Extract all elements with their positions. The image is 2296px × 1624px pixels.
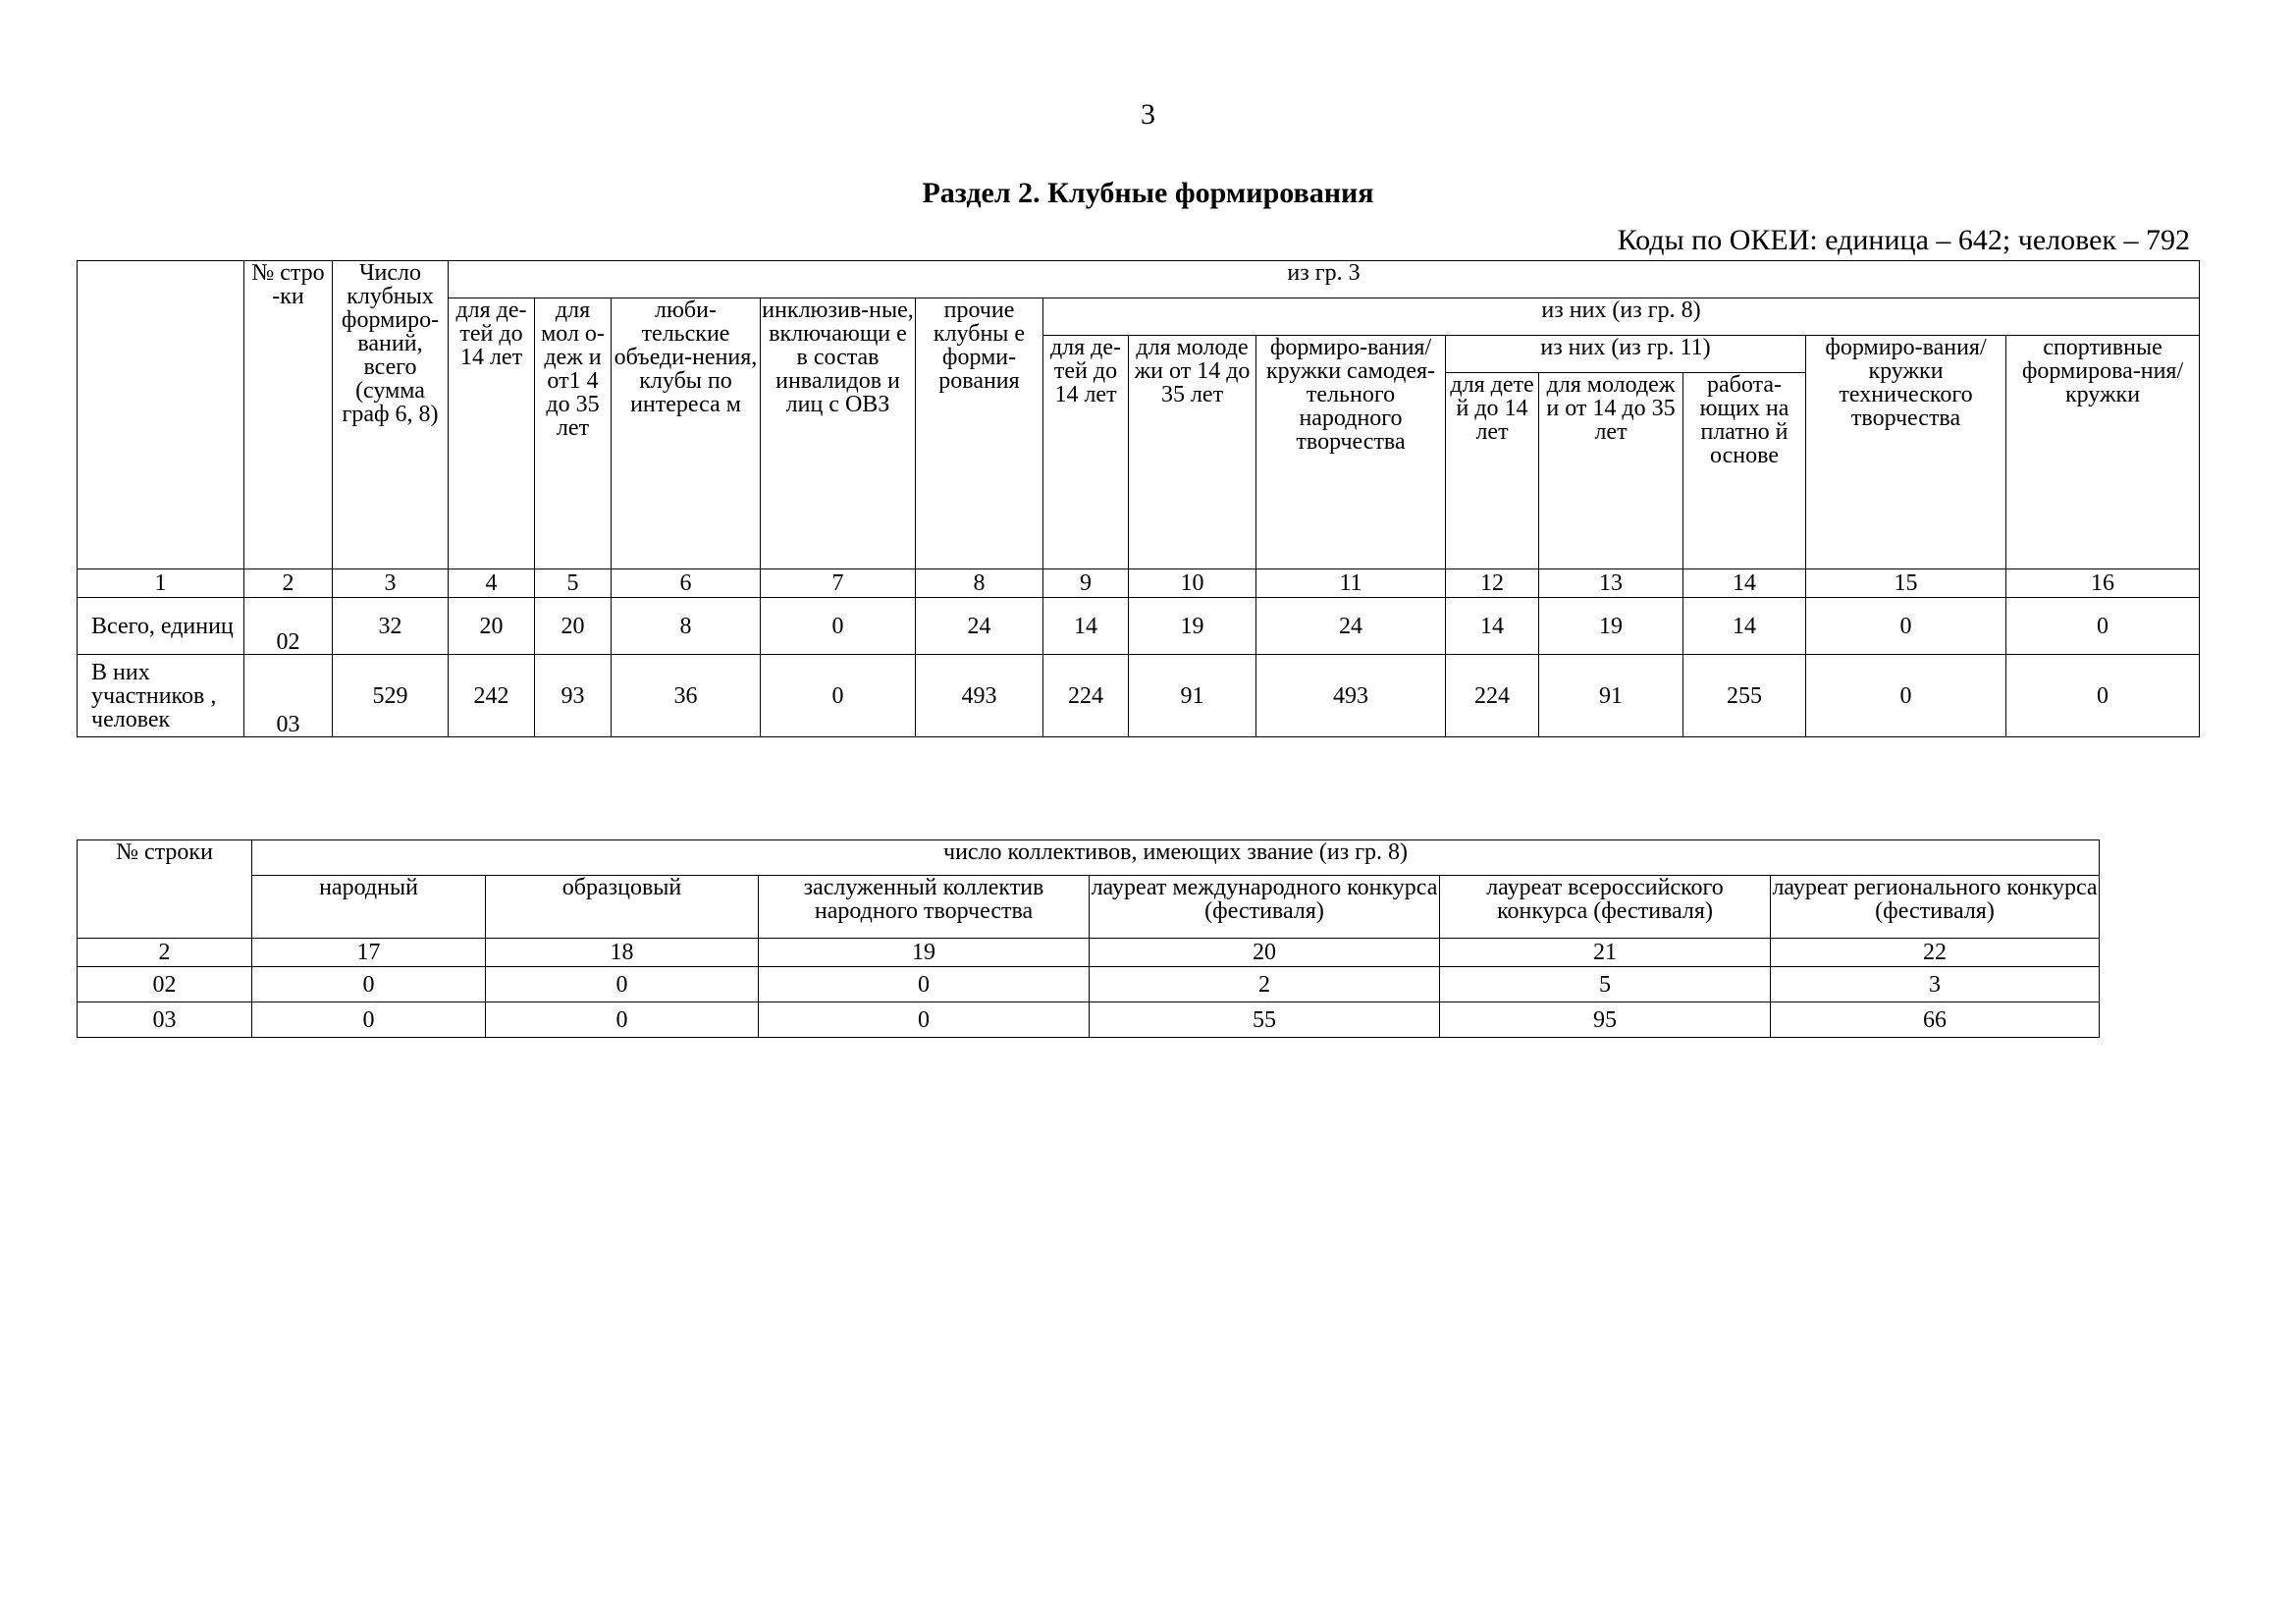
table-row: [78, 967, 2100, 1002]
header-c13: для молодеж и от 14 до 35 лет: [1539, 373, 1683, 569]
cell-value: 8: [612, 598, 761, 655]
cell-value: 242: [449, 655, 535, 737]
cell-value: 66: [1771, 1002, 2100, 1038]
cell-value: 19: [1129, 598, 1256, 655]
header-c17: народный: [252, 876, 486, 939]
col-number: 22: [1771, 939, 2100, 967]
col-number: 6: [612, 569, 761, 598]
table-row: [78, 1002, 2100, 1038]
header-c12: для дете й до 14 лет: [1446, 373, 1539, 569]
cell-value: 0: [486, 1002, 759, 1038]
cell-value: 0: [1806, 655, 2006, 737]
col-number: 19: [759, 939, 1090, 967]
club-formations-table: [77, 260, 2200, 737]
col-number: 17: [252, 939, 486, 967]
cell-value: 20: [535, 598, 612, 655]
col-number: 21: [1440, 939, 1771, 967]
header-other-clubs: прочие клубны е форми-рования: [916, 298, 1043, 569]
cell-value: 224: [1043, 655, 1129, 737]
header-c10: для молоде жи от 14 до 35 лет: [1129, 336, 1256, 569]
col-number: 18: [486, 939, 759, 967]
header-amateur: люби-тельские объеди-нения, клубы по интереса м: [612, 298, 761, 569]
col-number: 11: [1256, 569, 1446, 598]
header-c9: для де-тей до 14 лет: [1043, 336, 1129, 569]
header-blank: [78, 261, 244, 569]
cell-value: 0: [252, 1002, 486, 1038]
col-number: 10: [1129, 569, 1256, 598]
cell-value: 2: [1090, 967, 1440, 1002]
column-numbers-row: [78, 569, 2200, 598]
row-label: Всего, единиц: [78, 598, 244, 655]
header-for-youth: для мол о-деж и от1 4 до 35 лет: [535, 298, 612, 569]
table-row: [78, 598, 2200, 655]
header-c22: лауреат регионального конкурса (фестиваля): [1771, 876, 2100, 939]
col-number: 2: [244, 569, 333, 598]
section-title: Раздел 2. Клубные формирования: [922, 177, 1374, 209]
cell-value: 93: [535, 655, 612, 737]
cell-value: 0: [2006, 655, 2200, 737]
header-c21: лауреат всероссийского конкурса (фестиваля): [1440, 876, 1771, 939]
header-c14: работа-ющих на платно й основе: [1683, 373, 1806, 569]
cell-value: 529: [333, 655, 449, 737]
header-titled-group: число коллективов, имеющих звание (из гр. 8): [252, 840, 2100, 876]
header-of-col8: из них (из гр. 8): [1043, 298, 2200, 336]
header-for-children: для де-тей до 14 лет: [449, 298, 535, 569]
header-line-no: № стро -ки: [244, 261, 333, 569]
cell-value: 3: [1771, 967, 2100, 1002]
header-line-no: № строки: [78, 840, 252, 939]
header-total: Число клубных формиро-ваний, всего (сумма граф 6, 8): [333, 261, 449, 569]
cell-value: 5: [1440, 967, 1771, 1002]
col-number: 2: [78, 939, 252, 967]
cell-value: 0: [759, 1002, 1090, 1038]
page-number: 3: [1141, 98, 1155, 131]
cell-value: 95: [1440, 1002, 1771, 1038]
col-number: 12: [1446, 569, 1539, 598]
cell-value: 493: [1256, 655, 1446, 737]
col-number: 16: [2006, 569, 2200, 598]
header-c16: спортивные формирова-ния/ кружки: [2006, 336, 2200, 569]
cell-value: 24: [1256, 598, 1446, 655]
header-c11: формиро-вания/ кружки самодея-тельного народного творчества: [1256, 336, 1446, 569]
cell-value: 255: [1683, 655, 1806, 737]
col-number: 1: [78, 569, 244, 598]
col-number: 9: [1043, 569, 1129, 598]
header-c19: заслуженный коллектив народного творчества: [759, 876, 1090, 939]
cell-value: 0: [252, 967, 486, 1002]
col-number: 15: [1806, 569, 2006, 598]
table-row: [78, 655, 2200, 737]
cell-value: 0: [2006, 598, 2200, 655]
cell-value: 0: [761, 598, 916, 655]
cell-value: 0: [759, 967, 1090, 1002]
row-code: 02: [78, 967, 252, 1002]
cell-value: 24: [916, 598, 1043, 655]
header-inclusive: инклюзив-ные, включающи е в состав инвалидов и лиц с ОВЗ: [761, 298, 916, 569]
row-code: 03: [78, 1002, 252, 1038]
col-number: 4: [449, 569, 535, 598]
cell-value: 0: [486, 967, 759, 1002]
cell-value: 0: [1806, 598, 2006, 655]
col-number: 7: [761, 569, 916, 598]
column-numbers-row: [78, 939, 2100, 967]
cell-value: 14: [1446, 598, 1539, 655]
header-of-col3: из гр. 3: [449, 261, 2200, 298]
col-number: 14: [1683, 569, 1806, 598]
cell-value: 55: [1090, 1002, 1440, 1038]
cell-value: 32: [333, 598, 449, 655]
col-number: 8: [916, 569, 1043, 598]
row-code: 03: [244, 655, 333, 737]
col-number: 5: [535, 569, 612, 598]
col-number: 3: [333, 569, 449, 598]
header-c18: образцовый: [486, 876, 759, 939]
header-of-col11: из них (из гр. 11): [1446, 336, 1806, 373]
cell-value: 91: [1129, 655, 1256, 737]
header-c15: формиро-вания/кружки технического творчества: [1806, 336, 2006, 569]
col-number: 20: [1090, 939, 1440, 967]
cell-value: 224: [1446, 655, 1539, 737]
cell-value: 493: [916, 655, 1043, 737]
cell-value: 0: [761, 655, 916, 737]
row-code: 02: [244, 598, 333, 655]
cell-value: 19: [1539, 598, 1683, 655]
header-c20: лауреат международного конкурса (фестиваля): [1090, 876, 1440, 939]
cell-value: 14: [1683, 598, 1806, 655]
cell-value: 14: [1043, 598, 1129, 655]
titled-collectives-table: [77, 839, 2100, 1038]
row-label: В них участников , человек: [78, 655, 244, 737]
cell-value: 91: [1539, 655, 1683, 737]
col-number: 13: [1539, 569, 1683, 598]
cell-value: 20: [449, 598, 535, 655]
okei-codes: Коды по ОКЕИ: единица – 642; человек – 792: [1617, 224, 2190, 256]
cell-value: 36: [612, 655, 761, 737]
